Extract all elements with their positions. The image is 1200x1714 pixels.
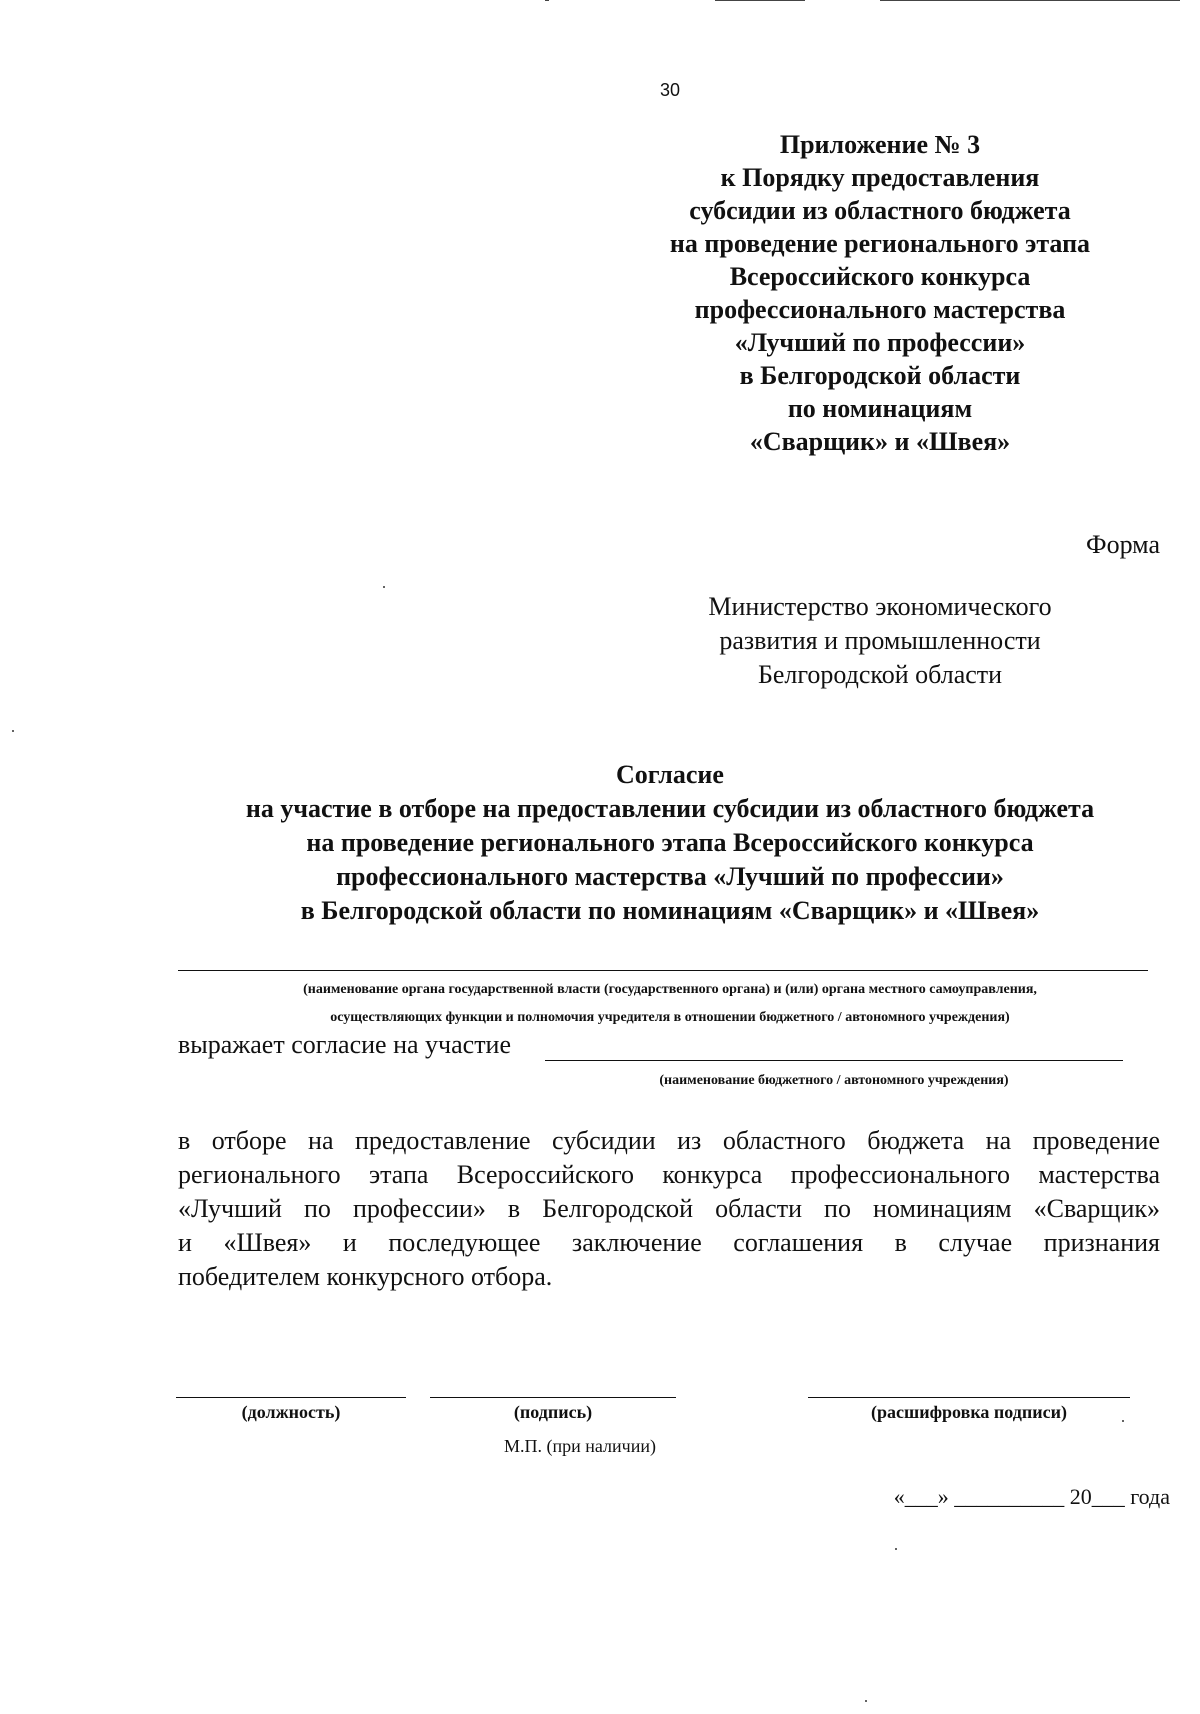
body-line: в отборе на предоставление субсидии из областного бюджета на проведение bbox=[178, 1126, 1160, 1155]
title-line: профессионального мастерства «Лучший по профессии» bbox=[336, 862, 1004, 891]
consent-body-paragraph bbox=[178, 1124, 1160, 1294]
scan-artifact-speck bbox=[383, 586, 385, 588]
body-line: победителем конкурсного отбора. bbox=[178, 1262, 553, 1291]
scan-artifact-top-dash bbox=[880, 0, 1180, 1]
caption-line: (наименование органа государственной власти (государственного органа) и (или) органа местного самоуправления, bbox=[303, 982, 1037, 997]
document-title bbox=[160, 758, 1180, 928]
appendix-line: «Сварщик» и «Швея» bbox=[749, 427, 1011, 456]
position-caption: (должность) bbox=[241, 1402, 341, 1422]
organ-name-blank-line bbox=[178, 970, 1148, 971]
page-number: 30 bbox=[659, 80, 681, 100]
addressee-line: Белгородской области bbox=[757, 660, 1003, 689]
signature-caption: (подпись) bbox=[513, 1402, 593, 1422]
body-line: регионального этапа Всероссийского конкурса профессионального мастерства bbox=[178, 1160, 1160, 1189]
appendix-header bbox=[640, 128, 1120, 458]
scan-artifact-speck bbox=[12, 730, 14, 732]
stamp-placeholder: М.П. (при наличии) bbox=[504, 1436, 656, 1456]
date-line: «___» __________ 20___ года bbox=[893, 1484, 1170, 1509]
appendix-line: по номинациям bbox=[787, 394, 973, 423]
appendix-line: «Лучший по профессии» bbox=[734, 328, 1026, 357]
body-line: и «Швея» и последующее заключение соглашения в случае признания bbox=[178, 1228, 1160, 1257]
appendix-line: Приложение № 3 bbox=[779, 130, 981, 159]
addressee-block bbox=[690, 590, 1070, 692]
signature-decoding-caption: (расшифровка подписи) bbox=[871, 1402, 1067, 1422]
addressee-line: Министерство экономического bbox=[708, 592, 1052, 621]
scan-artifact-speck bbox=[865, 1700, 867, 1702]
title-line: на участие в отборе на предоставлении субсидии из областного бюджета bbox=[245, 794, 1095, 823]
title-line: в Белгородской области по номинациям «Сварщик» и «Швея» bbox=[300, 896, 1040, 925]
title-line: на проведение регионального этапа Всероссийского конкурса bbox=[306, 828, 1034, 857]
appendix-line: в Белгородской области bbox=[739, 361, 1021, 390]
form-label: Форма bbox=[1086, 530, 1160, 559]
caption-line: осуществляющих функции и полномочия учредителя в отношении бюджетного / автономного учреждения) bbox=[330, 1010, 1010, 1025]
appendix-line: субсидии из областного бюджета bbox=[689, 196, 1071, 225]
position-blank-line bbox=[176, 1397, 406, 1398]
scan-artifact-speck bbox=[895, 1548, 897, 1550]
title-line: Согласие bbox=[616, 760, 724, 789]
consent-label: выражает согласие на участие bbox=[178, 1030, 512, 1059]
institution-name-blank-line bbox=[545, 1060, 1123, 1061]
appendix-line: Всероссийского конкурса bbox=[729, 262, 1031, 291]
addressee-line: развития и промышленности bbox=[719, 626, 1041, 655]
appendix-line: профессионального мастерства bbox=[694, 295, 1066, 324]
signature-decoding-blank-line bbox=[808, 1397, 1130, 1398]
appendix-line: на проведение регионального этапа bbox=[669, 229, 1091, 258]
scan-artifact-top-dash bbox=[715, 0, 805, 1]
appendix-line: к Порядку предоставления bbox=[720, 163, 1040, 192]
signature-blank-line bbox=[430, 1397, 676, 1398]
organ-name-caption bbox=[160, 976, 1180, 1032]
body-line: «Лучший по профессии» в Белгородской области по номинациям «Сварщик» bbox=[178, 1194, 1160, 1223]
institution-name-caption: (наименование бюджетного / автономного учреждения) bbox=[659, 1073, 1009, 1088]
scan-artifact-top-dash bbox=[545, 0, 549, 1]
